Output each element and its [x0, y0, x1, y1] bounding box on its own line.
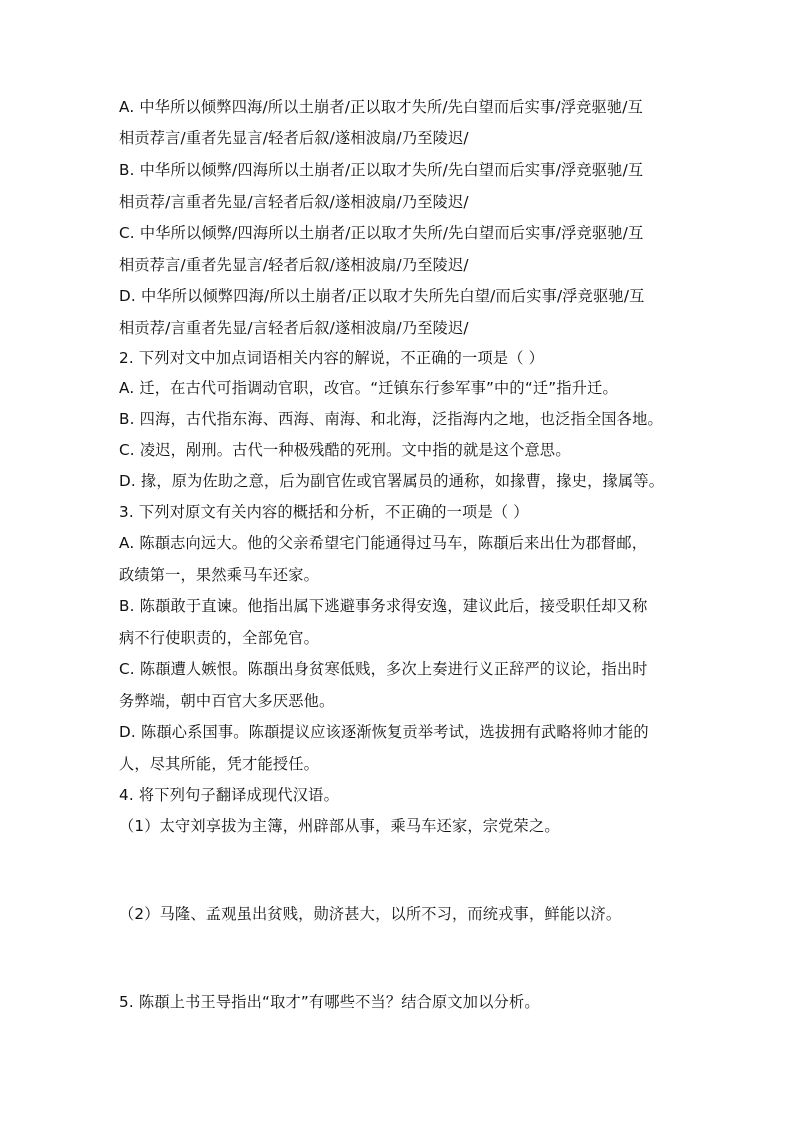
- option-2a: A. 迁，在古代可指调动官职，改官。“迁镇东行参军事”中的“迁”指升迁。: [119, 379, 618, 397]
- option-3a-line-1: A. 陈頵志向远大。他的父亲希望宅门能通得过马车，陈頵后来出仕为郡督邮，: [119, 534, 648, 552]
- option-1b-line-2: 相贡荐/言重者先显/言轻者后叙/遂相波扇/乃至陵迟/: [119, 193, 469, 211]
- option-3a-line-2: 政绩第一，果然乘马车还家。: [119, 566, 320, 584]
- question-4-sentence-1: （1）太守刘享拔为主簿，州辟部从事，乘马车还家，宗党荣之。: [119, 817, 560, 835]
- option-2c: C. 凌迟，剐刑。古代一种极残酷的死刑。文中指的就是这个意思。: [119, 441, 571, 459]
- option-1d-line-1: D. 中华所以倾弊四海/所以土崩者/正以取才失所先白望/而后实事/浮竞驱驰/互: [119, 287, 645, 305]
- option-1a-line-1: A. 中华所以倾弊四海/所以土崩者/正以取才失所/先白望而后实事/浮竞驱驰/互: [119, 98, 643, 116]
- question-3: 3. 下列对原文有关内容的概括和分析，不正确的一项是（ ）: [119, 503, 529, 521]
- question-4: 4. 将下列句子翻译成现代汉语。: [119, 786, 339, 804]
- question-5: 5. 陈頵上书王导指出“取才”有哪些不当？结合原文加以分析。: [119, 993, 540, 1011]
- question-2: 2. 下列对文中加点词语相关内容的解说，不正确的一项是（ ）: [119, 349, 545, 367]
- option-1b-line-1: B. 中华所以倾弊/四海所以土崩者/正以取才失所/先白望而后实事/浮竞驱驰/互: [119, 161, 644, 179]
- option-2d: D. 掾，原为佐助之意，后为副官佐或官署属员的通称，如掾曹，掾史，掾属等。: [119, 472, 665, 490]
- option-1c-line-1: C. 中华所以倾弊/四海所以土崩者/正以取才失所/先白望而后实事/浮竞驱驰/互: [119, 224, 644, 242]
- option-1c-line-2: 相贡荐言/重者先显言/轻者后叙/遂相波扇/乃至陵迟/: [119, 256, 469, 274]
- option-1d-line-2: 相贡荐/言重者先显/言轻者后叙/遂相波扇/乃至陵迟/: [119, 319, 469, 337]
- question-4-sentence-2: （2）马隆、孟观虽出贫贱，勋济甚大，以所不习，而统戎事，鲜能以济。: [119, 905, 622, 923]
- option-3d-line-2: 人，尽其所能，凭才能授任。: [119, 755, 320, 773]
- option-3b-line-1: B. 陈頵敢于直谏。他指出属下逃避事务求得安逸，建议此后，接受职任却又称: [119, 597, 648, 615]
- option-1a-line-2: 相贡荐言/重者先显言/轻者后叙/遂相波扇/乃至陵迟/: [119, 129, 469, 147]
- option-3c-line-1: C. 陈頵遭人嫉恨。陈頵出身贫寒低贱，多次上奏进行义正辞严的议论，指出时: [119, 660, 648, 678]
- option-2b: B. 四海，古代指东海、西海、南海、和北海，泛指海内之地，也泛指全国各地。: [119, 410, 663, 428]
- option-3b-line-2: 病不行使职责的，全部免官。: [119, 629, 320, 647]
- option-3c-line-2: 务弊端，朝中百官大多厌恶他。: [119, 692, 335, 710]
- option-3d-line-1: D. 陈頵心系国事。陈頵提议应该逐渐恢复贡举考试，选拔拥有武略将帅才能的: [119, 723, 649, 741]
